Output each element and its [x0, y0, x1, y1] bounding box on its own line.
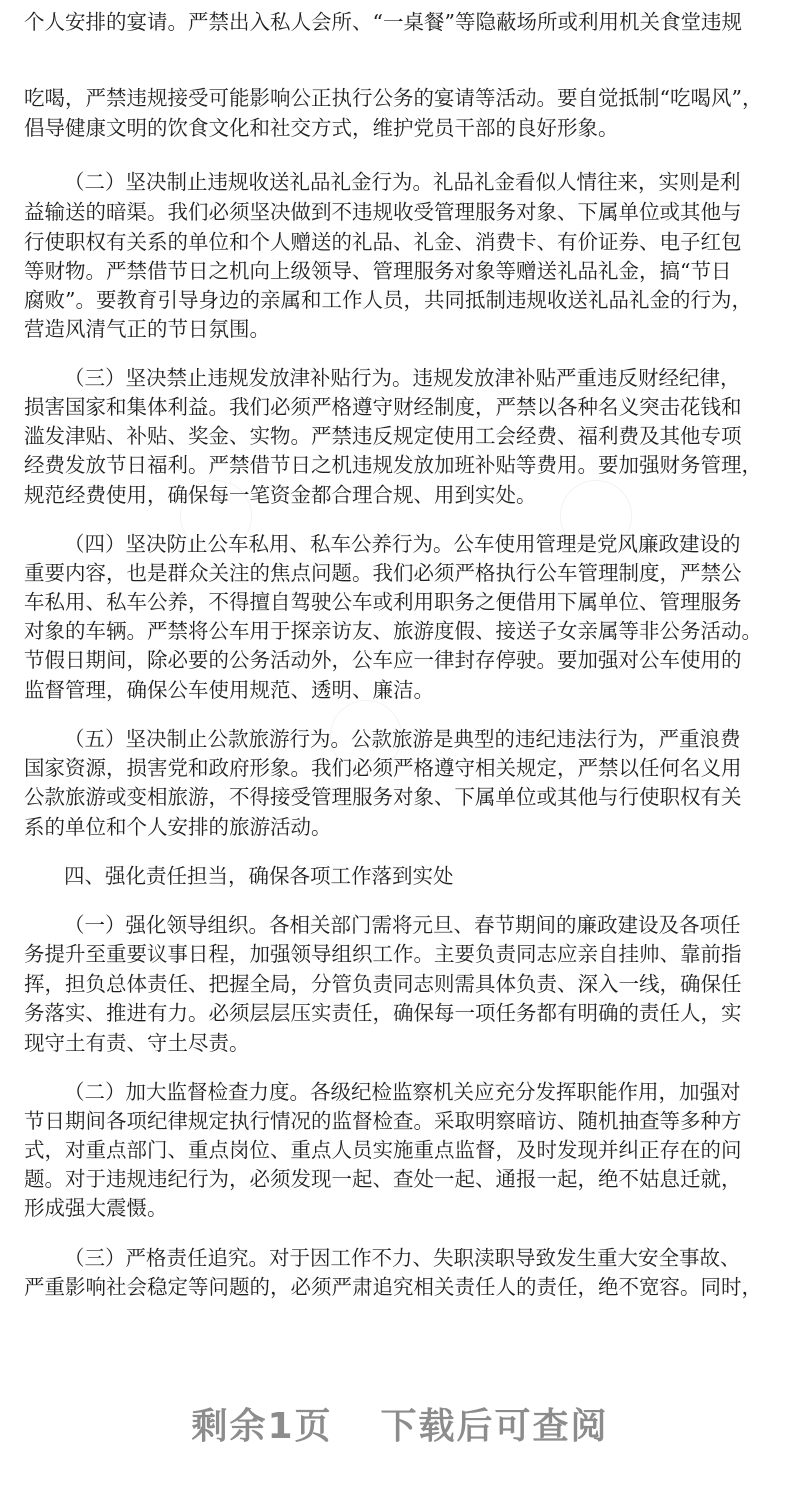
paragraph-line: 节日期间各项纪律规定执行情况的监督检查。采取明察暗访、随机抽查等多种方: [24, 1109, 742, 1133]
section-heading: 四、强化责任担当，确保各项工作落到实处: [64, 864, 454, 888]
remaining-pages-label: 剩余1页: [191, 1406, 333, 1447]
paragraph-line: 挥，担负总体责任、把握全局，分管负责同志则需具体负责、深入一线，确保任: [24, 972, 742, 996]
paragraph-line: （四）坚决防止公车私用、私车公养行为。公车使用管理是党风廉政建设的: [64, 532, 741, 556]
download-hint-label: 下载后可查阅: [380, 1406, 609, 1447]
paragraph-line: 营造风清气正的节日氛围。: [24, 317, 270, 341]
paragraph-line: （一）强化领导组织。各相关部门需将元旦、春节期间的廉政建设及各项任: [64, 913, 741, 937]
paragraph-line: 规范经费使用，确保每一笔资金都合理合规、用到实处。: [24, 483, 537, 507]
paragraph-line: 现守土有责、守土尽责。: [24, 1031, 250, 1055]
paragraph-line: 车私用、私车公养，不得擅自驾驶公车或利用职务之便借用下属单位、管理服务: [24, 590, 742, 614]
paragraph-line: 益输送的暗渠。我们必须坚决做到不违规收受管理服务对象、下属单位或其他与: [24, 200, 742, 224]
paragraph-line: 腐败”。要教育引导身边的亲属和工作人员，共同抵制违规收送礼品礼金的行为，: [24, 288, 752, 312]
paragraph-line: （二）加大监督检查力度。各级纪检监察机关应充分发挥职能作用，加强对: [64, 1080, 741, 1104]
paragraph-line: 监督管理，确保公车使用规范、透明、廉洁。: [24, 678, 434, 702]
paragraph-line: （三）坚决禁止违规发放津补贴行为。违规发放津补贴严重违反财经纪律，: [64, 366, 741, 390]
paragraph-line: 节假日期间，除必要的公务活动外，公车应一律封存停驶。要加强对公车使用的: [24, 648, 742, 672]
paragraph-line: 滥发津贴、补贴、奖金、实物。严禁违反规定使用工会经费、福利费及其他专项: [24, 424, 742, 448]
paragraph-line: 重要内容，也是群众关注的焦点问题。我们必须严格执行公车管理制度，严禁公: [24, 561, 742, 585]
paragraph-line: 国家资源，损害党和政府形象。我们必须严格遵守相关规定，严禁以任何名义用: [24, 756, 742, 780]
paragraph-line: 严重影响社会稳定等问题的，必须严肃追究相关责任人的责任，绝不宽容。同时，: [24, 1275, 762, 1299]
paragraph-line: 务落实、推进有力。必须层层压实责任，确保每一项任务都有明确的责任人，实: [24, 1001, 742, 1025]
paragraph-line: 式，对重点部门、重点岗位、重点人员实施重点监督，及时发现并纠正存在的问: [24, 1138, 742, 1162]
paragraph-line: 题。对于违规违纪行为，必须发现一起、查处一起、通报一起，绝不姑息迁就，: [24, 1167, 742, 1191]
paragraph-line: 损害国家和集体利益。我们必须严格遵守财经制度，严禁以各种名义突击花钱和: [24, 395, 742, 419]
paragraph-line: 务提升至重要议事日程，加强领导组织工作。主要负责同志应亲自挂帅、靠前指: [24, 942, 742, 966]
paragraph-line: （五）坚决制止公款旅游行为。公款旅游是典型的违纪违法行为，严重浪费: [64, 727, 741, 751]
paragraph-line: 个人安排的宴请。严禁出入私人会所、“一桌餐”等隐蔽场所或利用机关食堂违规: [24, 10, 742, 34]
paragraph-line: （三）严格责任追究。对于因工作不力、失职渎职导致发生重大安全事故、: [64, 1246, 741, 1270]
paragraph-line: （二）坚决制止违规收送礼品礼金行为。礼品礼金看似人情往来，实则是利: [64, 170, 741, 194]
paragraph-line: 等财物。严禁借节日之机向上级领导、管理服务对象等赠送礼品礼金，搞“节日: [24, 259, 732, 283]
paragraph-line: 经费发放节日福利。严禁借节日之机违规发放加班补贴等费用。要加强财务管理，: [24, 453, 762, 477]
paragraph-line: 行使职权有关系的单位和个人赠送的礼品、礼金、消费卡、有价证券、电子红包: [24, 230, 742, 254]
paragraph-line: 倡导健康文明的饮食文化和社交方式，维护党员干部的良好形象。: [24, 116, 619, 140]
paragraph-line: 吃喝，严禁违规接受可能影响公正执行公务的宴请等活动。要自觉抵制“吃喝风”，: [24, 86, 763, 110]
paragraph-line: 形成强大震慑。: [24, 1196, 168, 1220]
download-prompt[interactable]: [0, 1398, 800, 1449]
paragraph-line: 系的单位和个人安排的旅游活动。: [24, 815, 332, 839]
paragraph-line: 公款旅游或变相旅游，不得接受管理服务对象、下属单位或其他与行使职权有关: [24, 785, 742, 809]
paragraph-line: 对象的车辆。严禁将公车用于探亲访友、旅游度假、接送子女亲属等非公务活动。: [24, 619, 762, 643]
